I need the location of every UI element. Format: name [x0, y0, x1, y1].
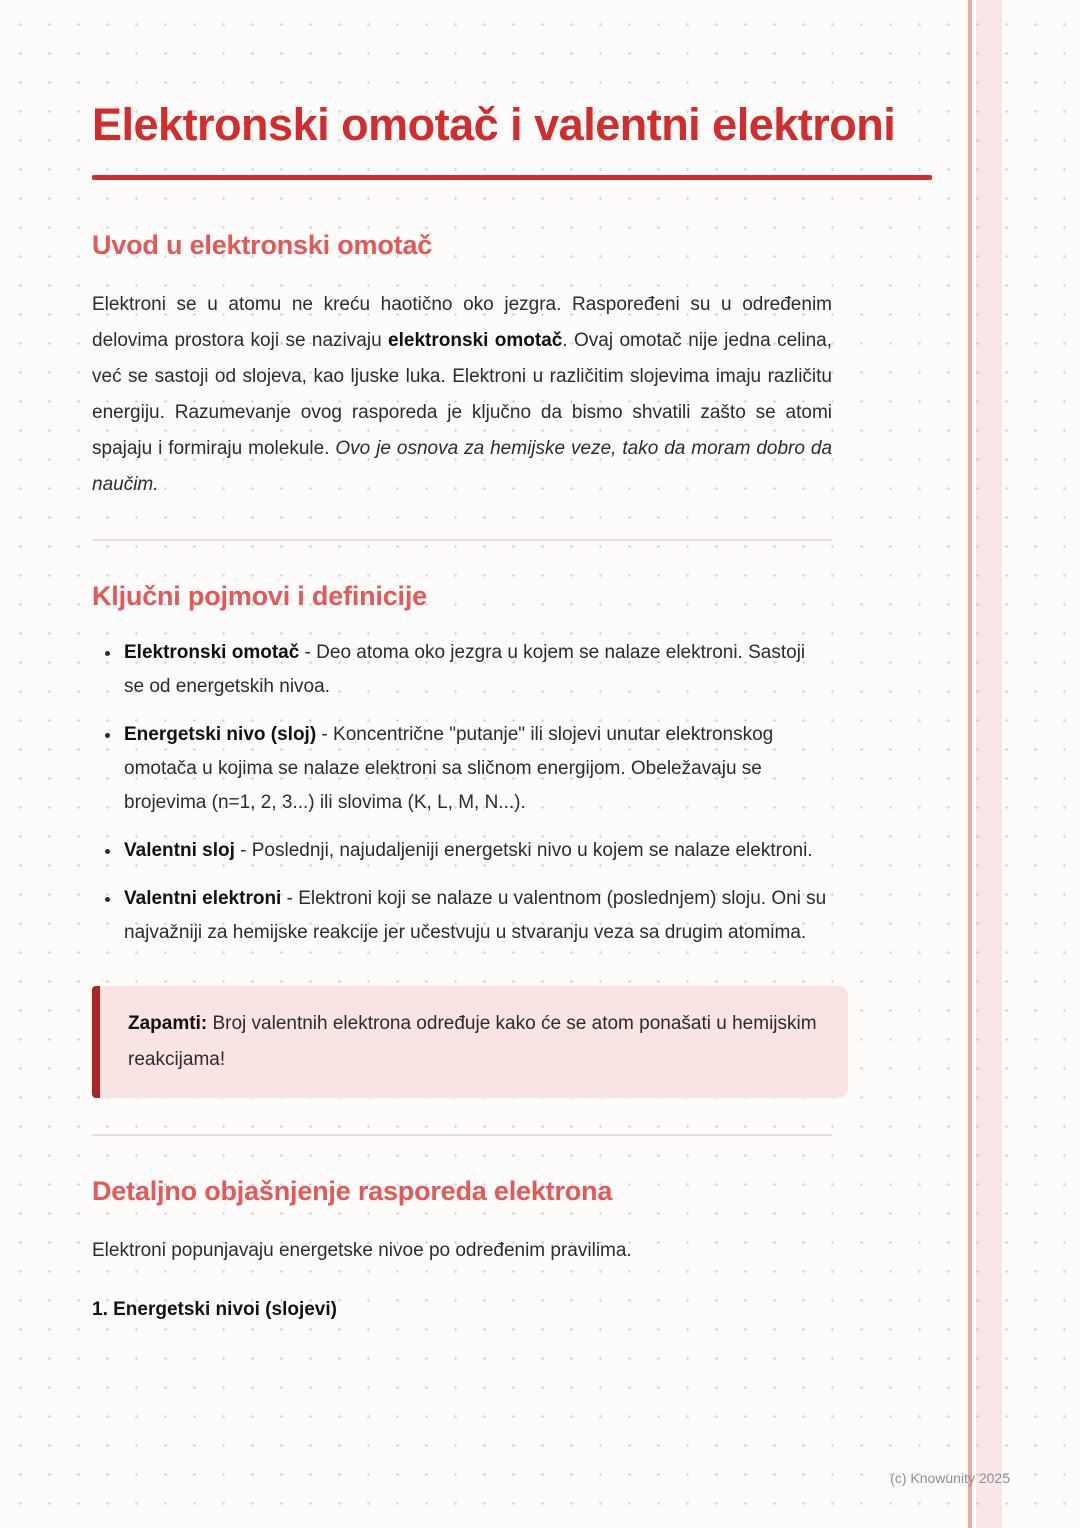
- section-heading-concepts: Ključni pojmovi i definicije: [92, 581, 427, 612]
- intro-italic-note: Ovo je osnova za hemijske veze, tako da moram dobro da naučim.: [92, 438, 833, 496]
- concept-definition: - Poslednji, najudaljeniji energetski nivo u kojem se nalaze elektroni.: [234, 840, 813, 862]
- list-item: [122, 718, 828, 820]
- concept-term: Valentni sloj: [124, 840, 235, 862]
- callout-body: Broj valentnih elektrona određuje kako će se atom ponašati u hemijskim reakcijama!: [128, 1013, 817, 1071]
- callout-box: [92, 986, 848, 1098]
- title-underline: [92, 175, 932, 180]
- intro-text-segment-1: Elektroni se u atomu ne kreću haotično oko jezgra. Raspoređeni su u određenim delovima prostora koji se nazivaju: [92, 294, 832, 352]
- concept-definition: - Elektroni koji se nalaze u valentnom (poslednjem) sloju. Oni su najvažniji za hemijske reakcije jer učestvuju u stvaranju veza sa drugim atomima.: [124, 888, 827, 944]
- key-concepts-list: [92, 636, 828, 950]
- section-divider-1: [92, 539, 832, 541]
- concept-term: Valentni elektroni: [124, 888, 282, 910]
- intro-bold-term: elektronski omotač: [388, 330, 563, 352]
- callout-label: Zapamti:: [128, 1013, 208, 1035]
- concept-term: Energetski nivo (sloj): [124, 724, 317, 746]
- right-margin-band: [976, 0, 1002, 1528]
- right-margin-line: [968, 0, 972, 1528]
- list-item: [122, 882, 828, 950]
- intro-paragraph: [92, 287, 832, 503]
- list-item: [122, 834, 828, 868]
- list-item: [122, 636, 828, 704]
- concept-definition: - Deo atoma oko jezgra u kojem se nalaze elektroni. Sastoji se od energetskih nivoa.: [124, 642, 806, 698]
- details-paragraph: Elektroni popunjavaju energetske nivoe po određenim pravilima.: [92, 1240, 632, 1262]
- page-content: [92, 0, 938, 1321]
- details-subheading: 1. Energetski nivoi (slojevi): [92, 1299, 337, 1321]
- intro-text-segment-2: . Ovaj omotač nije jedna celina, već se sastoji od slojeva, kao ljuske luka. Elektroni u različitim slojevima imaju različitu energiju. Razumevanje ovog rasporeda je ključno da bismo shvatili zašto se atomi spajaju i formiraju molekule.: [92, 330, 832, 460]
- copyright-text: (c) Knowunity 2025: [890, 1470, 1010, 1486]
- concept-term: Elektronski omotač: [124, 642, 300, 664]
- section-heading-intro: Uvod u elektronski omotač: [92, 230, 433, 261]
- concept-definition: - Koncentrične "putanje" ili slojevi unutar elektronskog omotača u kojima se nalaze elektroni sa sličnom energijom. Obeležavaju se brojevima (n=1, 2, 3...) ili slovima (K, L, M, N...).: [124, 724, 774, 814]
- callout-text: [128, 1006, 820, 1078]
- section-heading-details: Detaljno objašnjenje rasporeda elektrona: [92, 1176, 613, 1207]
- page-title: Elektronski omotač i valentni elektroni: [92, 99, 896, 150]
- section-divider-2: [92, 1134, 832, 1136]
